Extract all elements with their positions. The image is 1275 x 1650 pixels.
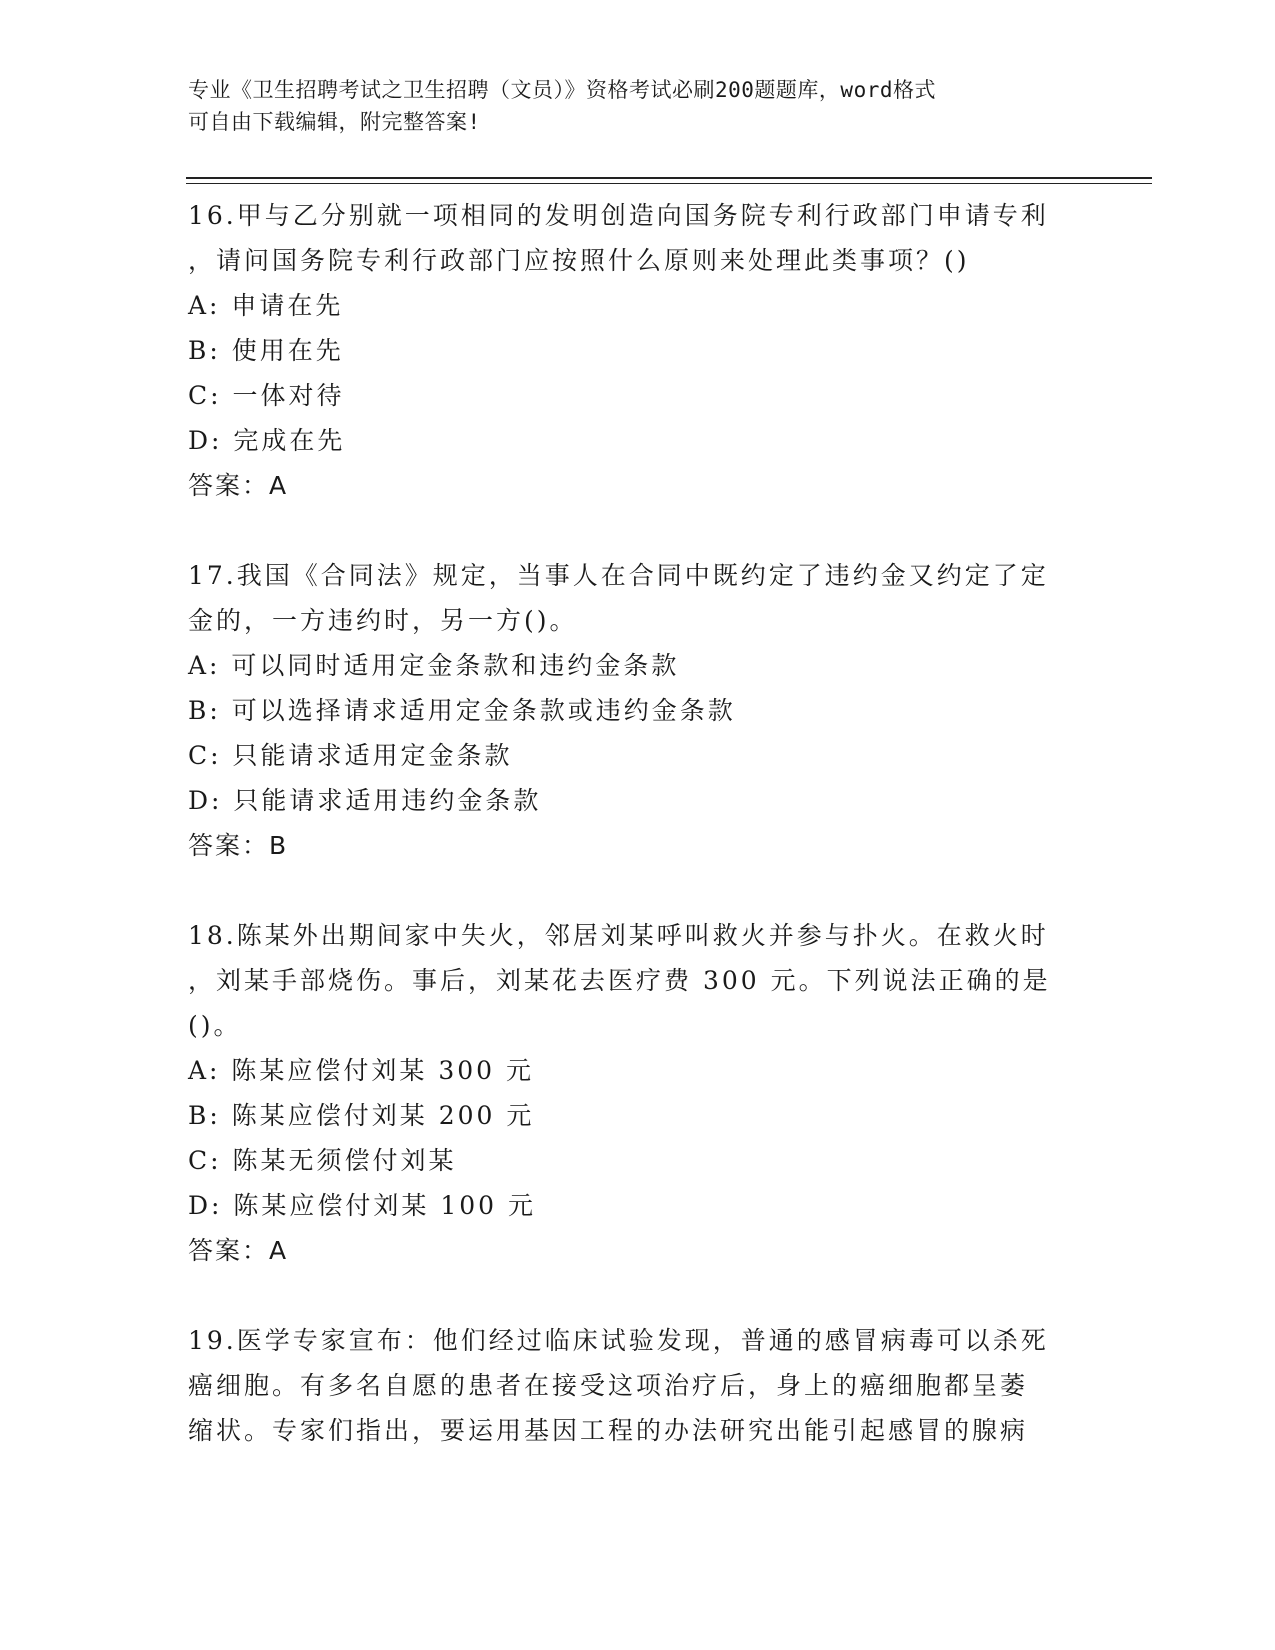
question-17 [188,553,1088,868]
option-b: B: 可以选择请求适用定金条款或违约金条款 [188,696,736,725]
question-text-line: 18.陈某外出期间家中失火，邻居刘某呼叫救火并参与扑火。在救火时 [188,921,1049,950]
question-16 [188,193,1088,508]
option-a: A: 可以同时适用定金条款和违约金条款 [188,651,680,680]
question-spacer [188,868,1088,913]
header-rule-thick [186,177,1152,179]
question-text-line: 16.甲与乙分别就一项相同的发明创造向国务院专利行政部门申请专利 [188,201,1049,230]
option-b: B: 陈某应偿付刘某 200 元 [188,1101,535,1130]
question-text-line: 缩状。专家们指出，要运用基因工程的办法研究出能引起感冒的腺病 [188,1416,1029,1445]
question-text-line: 17.我国《合同法》规定，当事人在合同中既约定了违约金又约定了定 [188,561,1049,590]
answer-line: 答案：B [188,831,289,860]
option-d: D: 陈某应偿付刘某 100 元 [188,1191,537,1220]
answer-line: 答案：A [188,1236,289,1265]
header-rule-thin [186,183,1152,184]
header-line-2: 可自由下载编辑，附完整答案! [188,110,481,134]
question-19 [188,1318,1088,1453]
option-c: C: 一体对待 [188,381,345,410]
header-line-1: 专业《卫生招聘考试之卫生招聘（文员）》资格考试必刷200题题库，word格式 [188,78,936,102]
question-text-line: 金的，一方违约时，另一方()。 [188,606,578,635]
option-d: D: 完成在先 [188,426,346,455]
option-c: C: 只能请求适用定金条款 [188,741,513,770]
question-18 [188,913,1088,1273]
question-text-line: 19.医学专家宣布：他们经过临床试验发现，普通的感冒病毒可以杀死 [188,1326,1049,1355]
question-list [188,193,1088,1453]
question-text-line: ()。 [188,1011,242,1040]
question-text-line: 癌细胞。有多名自愿的患者在接受这项治疗后，身上的癌细胞都呈萎 [188,1371,1029,1400]
question-text-line: ，请问国务院专利行政部门应按照什么原则来处理此类事项？() [188,246,970,275]
question-spacer [188,508,1088,553]
option-c: C: 陈某无须偿付刘某 [188,1146,457,1175]
document-header [188,74,1088,138]
option-a: A: 陈某应偿付刘某 300 元 [188,1056,535,1085]
option-a: A: 申请在先 [188,291,344,320]
option-d: D: 只能请求适用违约金条款 [188,786,542,815]
option-b: B: 使用在先 [188,336,344,365]
question-text-line: ，刘某手部烧伤。事后，刘某花去医疗费 300 元。下列说法正确的是 [188,966,1051,995]
question-spacer [188,1273,1088,1318]
answer-line: 答案：A [188,471,289,500]
